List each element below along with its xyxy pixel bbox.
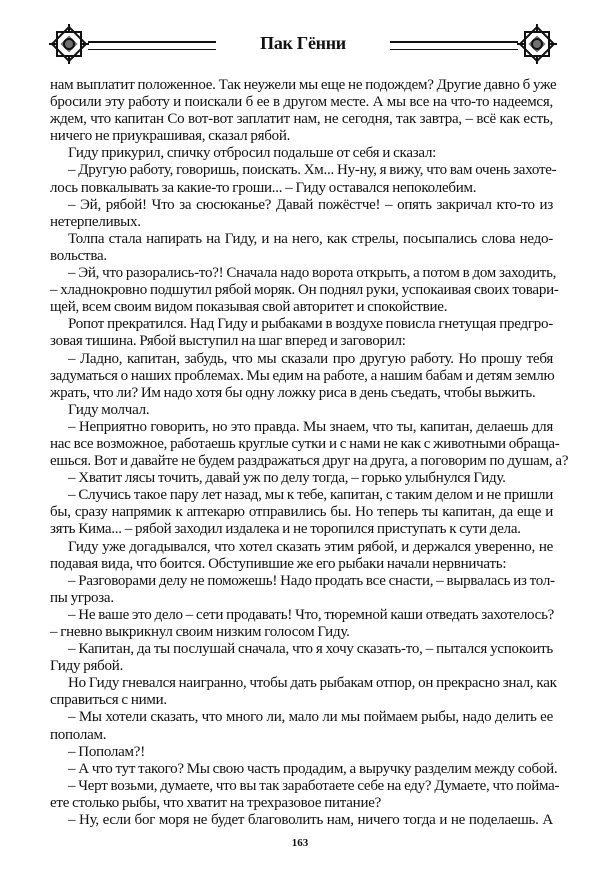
text-line: Но Гиду гневался наигранно, чтобы дать рыбакам отпор, он прекрасно знал, как bbox=[68, 675, 557, 692]
text-line: – Эй, что разорались-то?! Сначала надо ворота открыть, а потом в дом заходить, bbox=[68, 265, 557, 282]
text-line: ешься. Вот и давайте не будем раздражаться друг на друга, а поговорим по душам, а? bbox=[50, 453, 569, 470]
text-line: ничего не приукрашивая, сказал рябой. bbox=[50, 128, 291, 145]
text-line: – Другую работу, говоришь, поискать. Хм... Ну-ну, я вижу, что вам очень захоте- bbox=[68, 162, 557, 179]
text-line: нам выплатит положенное. Так неужели мы еще не подождем? Другие давно б уже bbox=[50, 77, 557, 93]
text-line: – А что тут такого? Мы свою часть продадим, а выручку разделим между собой. bbox=[68, 760, 558, 777]
text-line: – гневно выкрикнул своим низким голосом Гиду. bbox=[50, 624, 350, 640]
text-line: пы угроза. bbox=[50, 589, 114, 606]
text-line: Толпа стала напирать на Гиду, и на него, как стрелы, посыпались слова недо- bbox=[68, 230, 553, 247]
text-line: бросили эту работу и поискали б ее в другом месте. А мы все на что-то надеемся, bbox=[50, 94, 553, 111]
text-line: Гиду молчал. bbox=[68, 401, 150, 418]
header-title: Пак Гённи bbox=[260, 33, 346, 53]
text-line: пополам. bbox=[50, 726, 107, 743]
text-line: нетерпеливых. bbox=[50, 213, 141, 230]
text-line: – Эй, рябой! Что за сюсюканье? Давай пожёстче! – опять закричал кто-то из bbox=[68, 196, 553, 213]
text-line: Гиду уже догадывался, что хотел сказать этим рябой, и держался уверенно, не bbox=[68, 538, 553, 555]
text-line: Ропот прекратился. Над Гиду и рыбаками в воздухе повисла гнетущая предгро- bbox=[68, 316, 553, 333]
text-line: – Хватит лясы точить, давай уж по делу тогда, – горько улыбнулся Гиду. bbox=[68, 470, 506, 487]
ornament-icon bbox=[516, 22, 558, 66]
text-line: – Черт возьми, думаете, что вы так заработаете себе на еду? Думаете, что пойма- bbox=[68, 777, 560, 794]
text-line: Гиду прикурил, спичку отбросил подальше от себя и сказал: bbox=[68, 145, 437, 162]
running-header bbox=[48, 22, 558, 68]
text-line: подавая вида, что боится. Обступившие же его рыбаки начали нервничать: bbox=[50, 555, 507, 572]
text-line: – Капитан, да ты послушай сначала, что я хочу сказать-то, – пытался успокоить bbox=[68, 641, 553, 658]
text-line: зять Кима... – рябой заходил издалека и не торопился приступать к сути дела. bbox=[50, 521, 521, 538]
page-number: 163 bbox=[291, 837, 309, 849]
text-line: ете столько рыбы, что хватит на трехразовое питание? bbox=[50, 794, 382, 811]
text-line: – Неприятно говорить, но это правда. Мы знаем, что ты, капитан, делаешь для bbox=[68, 418, 553, 435]
text-line: – Мы хотели сказать, что много ли, мало ли мы поймаем рыбы, надо делить ее bbox=[68, 709, 553, 726]
text-line: зовая тишина. Рябой выступил на шаг вперед и заговорил: bbox=[50, 333, 406, 350]
text-line: – Случись такое пару лет назад, мы к тебе, капитан, с таким делом и не пришли bbox=[68, 487, 553, 504]
header-rule-right bbox=[390, 41, 518, 50]
text-line: – Пополам?! bbox=[68, 743, 145, 760]
text-line: – Не ваше это дело – сети продавать! Что, тюремной каши отведать захотелось? bbox=[68, 606, 555, 623]
text-line: бы, сразу напрямик к аптекарю отправились бы. Но теперь ты капитан, да еще и bbox=[50, 504, 553, 521]
text-line: – Ну, если бог моря не будет благоволить нам, ничего тогда и не поделаешь. А bbox=[68, 812, 553, 829]
text-line: – Ладно, капитан, забудь, что мы сказали про другую работу. Но прошу тебя bbox=[68, 350, 553, 367]
text-line: задуматься о наших проблемах. Мы едим на работе, а нашим бабам и детям землю bbox=[50, 367, 555, 384]
text-line: – хладнокровно подшутил рябой моряк. Он поднял руки, успокаивая своих товари- bbox=[50, 282, 559, 299]
text-line: вольства. bbox=[50, 247, 107, 264]
body-text bbox=[50, 77, 569, 829]
text-line: щей, всем своим видом показывая свой авторитет и спокойствие. bbox=[50, 299, 448, 316]
text-line: лось повкалывать за какие-то гроши... – Гиду оставался непоколебим. bbox=[50, 179, 477, 196]
text-line: ждем, что капитан Со вот-вот заплатит нам, не сегодня, так завтра, – всё как есть, bbox=[50, 111, 553, 128]
text-line: Гиду рябой. bbox=[50, 658, 124, 675]
text-line: жрать, что ли? Им надо хотя бы одну ложку риса в день съедать, чтобы выжить. bbox=[50, 384, 536, 401]
text-line: нас все возможное, работаешь круглые сутки и с нами не как с животными обраща- bbox=[50, 435, 560, 452]
text-line: справиться с ними. bbox=[50, 692, 167, 709]
text-line: – Разговорами делу не поможешь! Надо продать все снасти, – вырвалась из тол- bbox=[68, 572, 555, 589]
